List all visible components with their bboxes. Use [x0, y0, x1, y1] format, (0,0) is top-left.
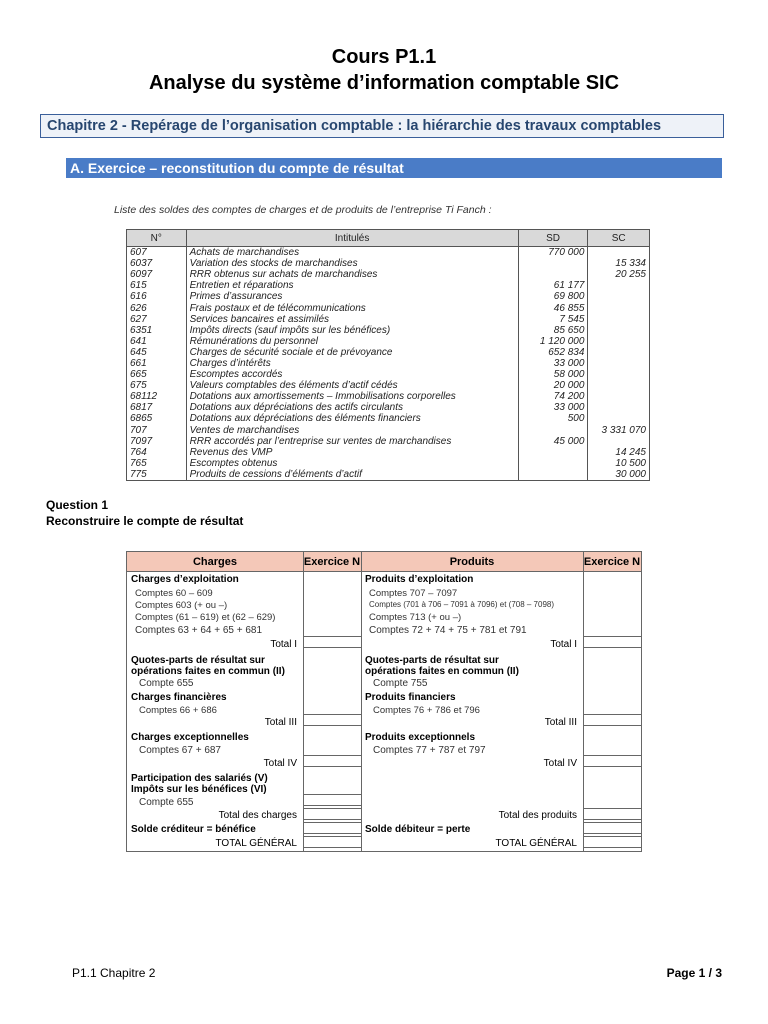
account-label: Charges de sécurité sociale et de prévoyance — [186, 347, 518, 358]
debit-value: 74 200 — [518, 391, 588, 402]
debit-value — [518, 269, 588, 280]
soldes-row — [127, 447, 650, 458]
account-label: Services bancaires et assimilés — [186, 314, 518, 325]
compte-resultat-table — [126, 551, 642, 852]
account-number: 607 — [127, 247, 187, 259]
divider — [303, 552, 304, 851]
header-exercice-n-charges: Exercice N — [303, 552, 361, 572]
account-number: 641 — [127, 336, 187, 347]
label-total-i-charges: Total I — [270, 639, 297, 650]
credit-value — [588, 302, 650, 313]
soldes-row — [127, 402, 650, 413]
debit-value — [518, 425, 588, 436]
label-solde-crediteur: Solde créditeur = bénéfice — [131, 824, 256, 835]
value-cell-total-general-produits[interactable] — [583, 836, 641, 848]
account-label: Dotations aux dépréciations des actifs circulants — [186, 402, 518, 413]
course-subtitle: Analyse du système d’information comptable SIC — [148, 72, 620, 94]
account-label: Entretien et réparations — [186, 280, 518, 291]
label-produits-exploitation: Produits d’exploitation — [365, 574, 474, 585]
account-number: 764 — [127, 447, 187, 458]
credit-value — [588, 247, 650, 259]
value-cell-impots[interactable] — [303, 794, 361, 806]
soldes-row — [127, 314, 650, 325]
account-label: RRR obtenus sur achats de marchandises — [186, 269, 518, 280]
account-label: Variation des stocks de marchandises — [186, 258, 518, 269]
label-compte-655: Compte 655 — [139, 797, 194, 808]
label-produits-line: Comptes 77 + 787 et 797 — [373, 745, 486, 756]
label-produits-line: Comptes (701 à 706 – 7091 à 7096) et (708 – 7098) — [369, 600, 555, 609]
soldes-header-row — [127, 230, 650, 247]
label-compte-755: Compte 755 — [373, 678, 428, 689]
value-cell-solde-debiteur[interactable] — [583, 822, 641, 834]
label-charges-line: Comptes 66 + 686 — [139, 705, 217, 716]
credit-value — [588, 325, 650, 336]
credit-value — [588, 436, 650, 447]
label-charges-line: Comptes 67 + 687 — [139, 745, 221, 756]
soldes-row — [127, 391, 650, 402]
account-number: 6037 — [127, 258, 187, 269]
debit-value: 58 000 — [518, 369, 588, 380]
debit-value: 45 000 — [518, 436, 588, 447]
account-number: 68112 — [127, 391, 187, 402]
label-quotes-parts-produits: Quotes-parts de résultat sur — [365, 655, 499, 666]
account-label: RRR accordés par l’entreprise sur ventes de marchandises — [186, 436, 518, 447]
value-cell-total-i-charges[interactable] — [303, 636, 361, 648]
credit-value — [588, 347, 650, 358]
value-cell-total-general-charges[interactable] — [303, 836, 361, 848]
account-label: Achats de marchandises — [186, 247, 518, 259]
debit-value: 85 650 — [518, 325, 588, 336]
account-label: Produits de cessions d’éléments d’actif — [186, 469, 518, 481]
soldes-row — [127, 291, 650, 302]
intro-text: Liste des soldes des comptes de charges et de produits de l’entreprise Ti Fanch : — [114, 204, 492, 216]
value-cell-total-iv-produits[interactable] — [583, 755, 641, 767]
credit-value — [588, 291, 650, 302]
course-title: Cours P1.1 — [331, 46, 437, 68]
debit-value — [518, 458, 588, 469]
col-header-sd: SD — [518, 230, 588, 247]
soldes-row — [127, 280, 650, 291]
value-cell-total-i-produits[interactable] — [583, 636, 641, 648]
credit-value — [588, 391, 650, 402]
account-label: Impôts directs (sauf impôts sur les bénéfices) — [186, 325, 518, 336]
label-total-general-produits: TOTAL GÉNÉRAL — [495, 838, 577, 849]
label-total-iii-produits: Total III — [544, 717, 577, 728]
debit-value — [518, 258, 588, 269]
account-label: Revenus des VMP — [186, 447, 518, 458]
account-number: 6865 — [127, 413, 187, 424]
label-produits-line: Comptes 72 + 74 + 75 + 781 et 791 — [369, 625, 527, 636]
label-impots: Impôts sur les bénéfices (VI) — [131, 784, 267, 795]
soldes-row — [127, 436, 650, 447]
label-charges-financieres: Charges financières — [131, 692, 227, 703]
footer-page-number: Page 1 / 3 — [666, 966, 722, 980]
debit-value: 61 177 — [518, 280, 588, 291]
account-number: 7097 — [127, 436, 187, 447]
debit-value: 1 120 000 — [518, 336, 588, 347]
debit-value: 46 855 — [518, 302, 588, 313]
credit-value: 3 331 070 — [588, 425, 650, 436]
label-charges-line: Comptes (61 – 619) et (62 – 629) — [135, 612, 276, 623]
account-number: 665 — [127, 369, 187, 380]
account-label: Escomptes obtenus — [186, 458, 518, 469]
account-number: 661 — [127, 358, 187, 369]
label-produits-exceptionnels: Produits exceptionnels — [365, 732, 476, 743]
debit-value: 7 545 — [518, 314, 588, 325]
label-charges-exceptionnelles: Charges exceptionnelles — [131, 732, 249, 743]
chapter-banner: Chapitre 2 - Repérage de l’organisation comptable : la hiérarchie des travaux comptables — [40, 114, 724, 138]
account-label: Rémunérations du personnel — [186, 336, 518, 347]
debit-value: 33 000 — [518, 358, 588, 369]
value-cell-total-produits[interactable] — [583, 808, 641, 820]
account-label: Dotations aux dépréciations des éléments financiers — [186, 413, 518, 424]
header-exercice-n-produits: Exercice N — [583, 552, 641, 572]
account-number: 626 — [127, 302, 187, 313]
label-charges-line: Comptes 60 – 609 — [135, 588, 213, 599]
soldes-row — [127, 369, 650, 380]
account-number: 615 — [127, 280, 187, 291]
label-produits-line: Comptes 76 + 786 et 796 — [373, 705, 480, 716]
question-text: Reconstruire le compte de résultat — [46, 514, 244, 528]
label-total-general-charges: TOTAL GÉNÉRAL — [215, 838, 297, 849]
account-number: 6817 — [127, 402, 187, 413]
account-label: Ventes de marchandises — [186, 425, 518, 436]
soldes-row — [127, 258, 650, 269]
account-label: Charges d’intérêts — [186, 358, 518, 369]
label-produits-line: Comptes 707 – 7097 — [369, 588, 458, 599]
label-quotes-parts: Quotes-parts de résultat sur — [131, 655, 265, 666]
account-number: 6351 — [127, 325, 187, 336]
account-number: 645 — [127, 347, 187, 358]
value-cell-total-charges[interactable] — [303, 808, 361, 820]
debit-value: 20 000 — [518, 380, 588, 391]
label-produits-financiers: Produits financiers — [365, 692, 456, 703]
account-number: 675 — [127, 380, 187, 391]
col-header-intitules: Intitulés — [186, 230, 518, 247]
label-total-iv-produits: Total IV — [543, 758, 577, 769]
label-produits-line: Comptes 713 (+ ou –) — [369, 612, 462, 623]
credit-value — [588, 280, 650, 291]
soldes-row — [127, 358, 650, 369]
credit-value — [588, 336, 650, 347]
debit-value: 33 000 — [518, 402, 588, 413]
soldes-row — [127, 347, 650, 358]
account-number: 616 — [127, 291, 187, 302]
label-quotes-parts-produits: opérations faites en commun (II) — [365, 666, 519, 677]
header-charges: Charges — [127, 552, 303, 572]
soldes-row — [127, 469, 650, 481]
credit-value: 30 000 — [588, 469, 650, 481]
credit-value: 10 500 — [588, 458, 650, 469]
credit-value — [588, 358, 650, 369]
footer-left: P1.1 Chapitre 2 — [72, 966, 156, 980]
label-charges-line: Comptes 63 + 64 + 65 + 681 — [135, 625, 263, 636]
label-charges-line: Comptes 603 (+ ou –) — [135, 600, 228, 611]
credit-value — [588, 314, 650, 325]
debit-value: 69 800 — [518, 291, 588, 302]
question-label: Question 1 — [46, 498, 109, 512]
label-total-iv-charges: Total IV — [263, 758, 297, 769]
account-label: Primes d’assurances — [186, 291, 518, 302]
divider — [583, 552, 584, 851]
label-total-produits: Total des produits — [498, 810, 577, 821]
account-label: Valeurs comptables des éléments d’actif cédés — [186, 380, 518, 391]
credit-value — [588, 369, 650, 380]
label-participation: Participation des salariés (V) — [131, 773, 268, 784]
account-label: Escomptes accordés — [186, 369, 518, 380]
account-number: 627 — [127, 314, 187, 325]
account-number: 6097 — [127, 269, 187, 280]
credit-value: 20 255 — [588, 269, 650, 280]
label-solde-debiteur: Solde débiteur = perte — [365, 824, 471, 835]
credit-value — [588, 413, 650, 424]
credit-value — [588, 380, 650, 391]
col-header-numero: N° — [127, 230, 187, 247]
soldes-table — [126, 229, 650, 481]
label-total-iii-charges: Total III — [264, 717, 297, 728]
account-number: 707 — [127, 425, 187, 436]
debit-value: 770 000 — [518, 247, 588, 259]
section-heading: A. Exercice – reconstitution du compte de résultat — [66, 158, 722, 178]
value-cell-total-iii-produits[interactable] — [583, 714, 641, 726]
credit-value: 15 334 — [588, 258, 650, 269]
label-total-charges: Total des charges — [218, 810, 297, 821]
divider — [361, 552, 362, 851]
label-quotes-parts: opérations faites en commun (II) — [131, 666, 285, 677]
account-label: Dotations aux amortissements – Immobilisations corporelles — [186, 391, 518, 402]
account-number: 775 — [127, 469, 187, 481]
label-charges-exploitation: Charges d’exploitation — [131, 574, 239, 585]
col-header-sc: SC — [588, 230, 650, 247]
soldes-row — [127, 269, 650, 280]
debit-value: 500 — [518, 413, 588, 424]
header-produits: Produits — [361, 552, 583, 572]
debit-value — [518, 447, 588, 458]
debit-value: 652 834 — [518, 347, 588, 358]
soldes-row — [127, 380, 650, 391]
label-total-i-produits: Total I — [550, 639, 577, 650]
soldes-row — [127, 302, 650, 313]
soldes-row — [127, 247, 650, 259]
debit-value — [518, 469, 588, 481]
soldes-row — [127, 325, 650, 336]
account-number: 765 — [127, 458, 187, 469]
credit-value — [588, 402, 650, 413]
soldes-row — [127, 336, 650, 347]
value-cell-total-iv-charges[interactable] — [303, 755, 361, 767]
soldes-row — [127, 413, 650, 424]
value-cell-solde-crediteur[interactable] — [303, 822, 361, 834]
soldes-body — [127, 247, 650, 481]
account-label: Frais postaux et de télécommunications — [186, 302, 518, 313]
soldes-row — [127, 425, 650, 436]
soldes-row — [127, 458, 650, 469]
value-cell-total-iii-charges[interactable] — [303, 714, 361, 726]
label-compte-655: Compte 655 — [139, 678, 194, 689]
credit-value: 14 245 — [588, 447, 650, 458]
